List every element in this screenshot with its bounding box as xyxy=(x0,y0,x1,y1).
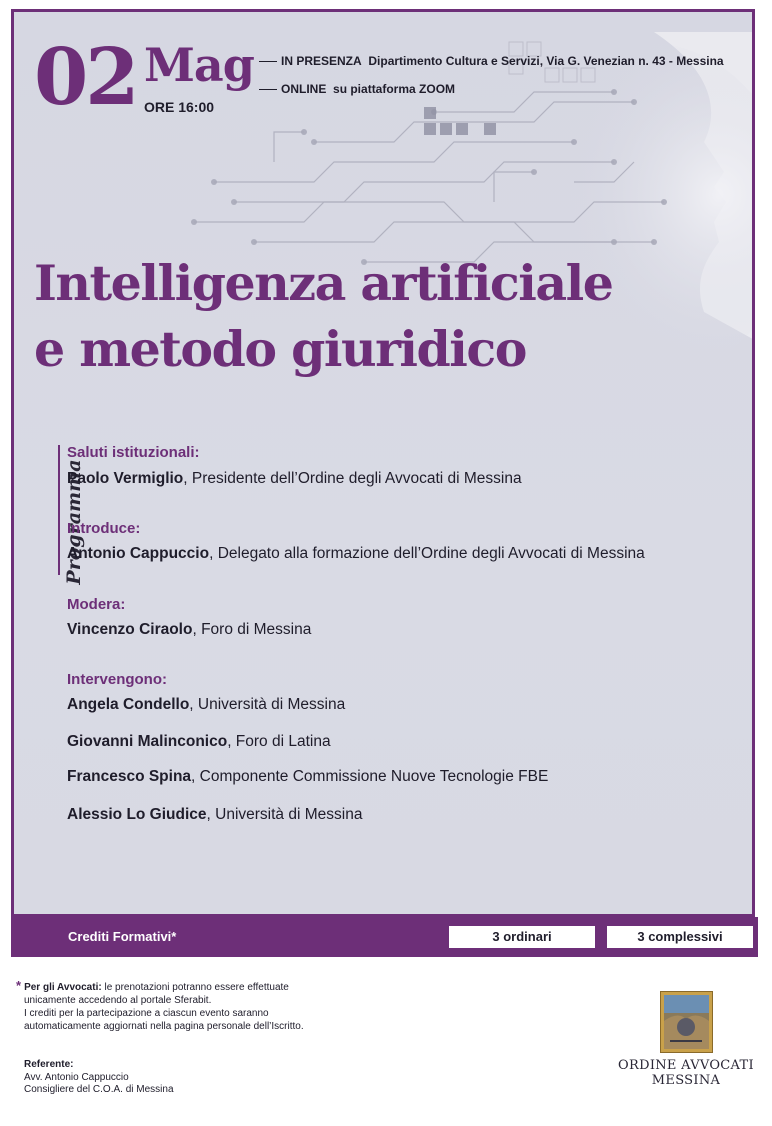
speaker-row xyxy=(67,733,331,751)
footnote-line-3: I crediti per la partecipazione a ciascun evento saranno xyxy=(24,1008,269,1019)
event-time: ORE 16:00 xyxy=(144,99,215,115)
section-heading-modera: Modera: xyxy=(67,596,126,613)
speaker-role: , Foro di Messina xyxy=(192,621,312,638)
credits-label: Crediti Formativi* xyxy=(68,929,177,944)
footnote-line-4: automaticamente aggiornati nella pagina personale dell’Iscritto. xyxy=(24,1021,304,1032)
credits-bar xyxy=(11,917,758,957)
organization-line-1: ORDINE AVVOCATI xyxy=(618,1058,754,1073)
speaker-row xyxy=(67,806,362,824)
footnote-line-2: unicamente accedendo al portale Sferabit. xyxy=(24,995,212,1006)
location-presence xyxy=(259,54,724,68)
program-divider xyxy=(58,445,60,575)
section-heading-saluti: Saluti istituzionali: xyxy=(67,444,200,461)
speaker-row xyxy=(67,621,311,639)
online-label: ONLINE xyxy=(281,82,327,96)
dash-icon xyxy=(259,89,277,90)
speaker-row xyxy=(67,545,645,563)
location-online xyxy=(259,82,455,96)
footnote-lead: Per gli Avvocati: xyxy=(24,982,102,993)
speaker-name: Francesco Spina xyxy=(67,768,192,785)
order-seal-logo xyxy=(660,991,713,1053)
event-day: 02 xyxy=(34,32,137,123)
speaker-role: , Componente Commissione Nuove Tecnologie FBE xyxy=(191,768,549,785)
asterisk-icon: * xyxy=(16,978,22,993)
speaker-row xyxy=(67,768,548,786)
speaker-role: , Università di Messina xyxy=(189,696,346,713)
speaker-role: , Delegato alla formazione dell’Ordine degli Avvocati di Messina xyxy=(209,545,645,562)
section-heading-introduce: Introduce: xyxy=(67,520,141,537)
footnote-line-1 xyxy=(16,979,376,994)
online-platform: su piattaforma ZOOM xyxy=(333,82,456,96)
speaker-role: , Università di Messina xyxy=(206,806,363,823)
event-title xyxy=(34,250,734,382)
speaker-name: Antonio Cappuccio xyxy=(67,545,210,562)
referente-role: Consigliere del C.O.A. di Messina xyxy=(24,1084,174,1095)
footnote-text-1: le prenotazioni potranno essere effettuate xyxy=(101,982,289,993)
speaker-name: Angela Condello xyxy=(67,696,190,713)
event-month: Mag xyxy=(144,38,254,92)
title-line-2: e metodo giuridico xyxy=(34,320,526,378)
dash-icon xyxy=(259,61,277,62)
section-heading-intervengono: Intervengono: xyxy=(67,671,167,688)
organization-line-2: MESSINA xyxy=(651,1073,721,1088)
event-poster xyxy=(11,9,755,917)
speaker-role: , Presidente dell’Ordine degli Avvocati di Messina xyxy=(183,470,522,487)
speaker-name: Giovanni Malinconico xyxy=(67,733,228,750)
credits-complessivi-badge: 3 complessivi xyxy=(607,926,753,948)
speaker-role: , Foro di Latina xyxy=(227,733,331,750)
referente-block xyxy=(24,1059,174,1097)
speaker-row xyxy=(67,470,522,488)
referente-label: Referente: xyxy=(24,1059,74,1070)
speaker-name: Paolo Vermiglio xyxy=(67,470,184,487)
credits-ordinari-badge: 3 ordinari xyxy=(449,926,595,948)
organization-name xyxy=(610,1058,762,1088)
speaker-name: Alessio Lo Giudice xyxy=(67,806,207,823)
program-label: Programma xyxy=(63,459,85,585)
presence-label: IN PRESENZA xyxy=(281,54,362,68)
speaker-row xyxy=(67,696,345,714)
speaker-name: Vincenzo Ciraolo xyxy=(67,621,193,638)
footnote xyxy=(16,979,376,1033)
presence-address: Dipartimento Cultura e Servizi, Via G. Venezian n. 43 - Messina xyxy=(368,54,724,68)
referente-name: Avv. Antonio Cappuccio xyxy=(24,1071,129,1083)
title-line-1: Intelligenza artificiale xyxy=(34,254,613,312)
